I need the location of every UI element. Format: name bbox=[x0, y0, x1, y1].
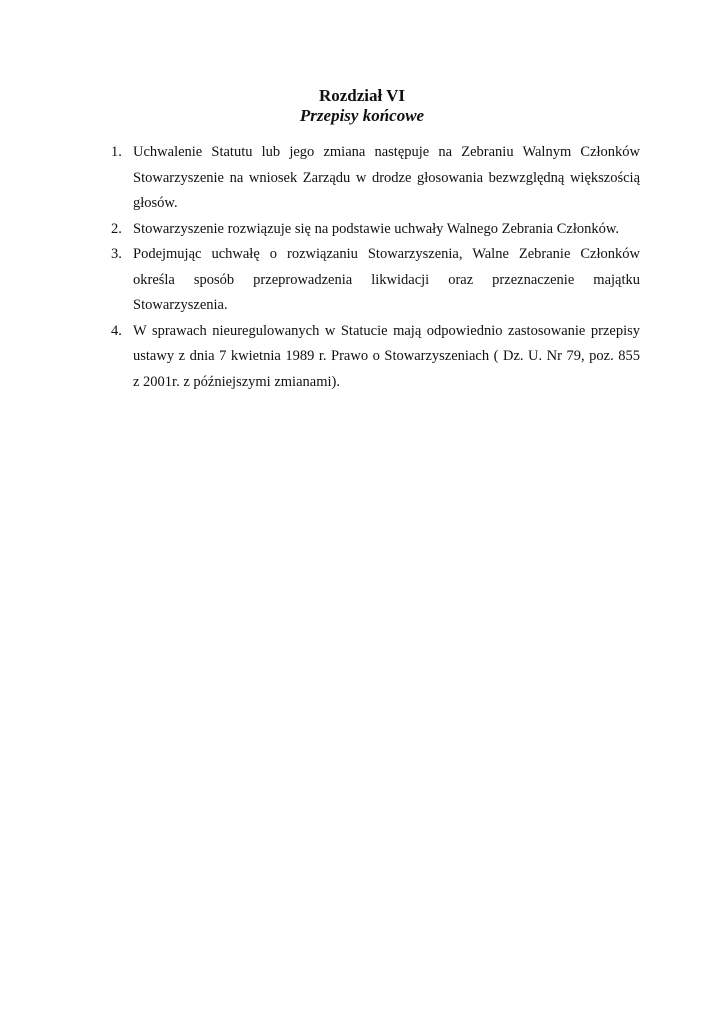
item-text-line: W sprawach nieuregulowanych w Statucie mają odpowiednio zastosowanie przepisy bbox=[133, 322, 640, 339]
provisions-list bbox=[111, 140, 640, 395]
item-number: 1. bbox=[111, 144, 122, 160]
item-text-line: ustawy z dnia 7 kwietnia 1989 r. Prawo o Stowarzyszeniach ( Dz. U. Nr 79, poz. 855 bbox=[133, 348, 640, 364]
chapter-subtitle: Przepisy końcowe bbox=[299, 106, 425, 125]
item-text-line: Stowarzyszenie na wniosek Zarządu w drodze głosowania bezwzględną większością bbox=[133, 169, 640, 186]
item-text-line: z 2001r. z późniejszymi zmianami). bbox=[133, 373, 340, 390]
chapter-title: Rozdział VI bbox=[318, 86, 406, 105]
item-text-line: Uchwalenie Statutu lub jego zmiana następuje na Zebraniu Walnym Członków bbox=[133, 144, 640, 160]
list-item bbox=[111, 140, 640, 217]
item-number: 3. bbox=[111, 246, 122, 262]
list-item bbox=[111, 242, 640, 319]
item-text-line: określa sposób przeprowadzenia likwidacji oraz przeznaczenie majątku bbox=[133, 271, 640, 288]
item-text-line: Podejmując uchwałę o rozwiązaniu Stowarzyszenia, Walne Zebranie Członków bbox=[133, 246, 640, 262]
item-text-line: Stowarzyszenia. bbox=[133, 297, 228, 313]
list-item bbox=[111, 319, 640, 396]
item-text-line: głosów. bbox=[133, 195, 178, 211]
item-number: 2. bbox=[111, 220, 122, 237]
item-number: 4. bbox=[111, 322, 122, 339]
list-item bbox=[111, 217, 640, 243]
item-text-line: Stowarzyszenie rozwiązuje się na podstawie uchwały Walnego Zebrania Członków. bbox=[133, 220, 620, 237]
